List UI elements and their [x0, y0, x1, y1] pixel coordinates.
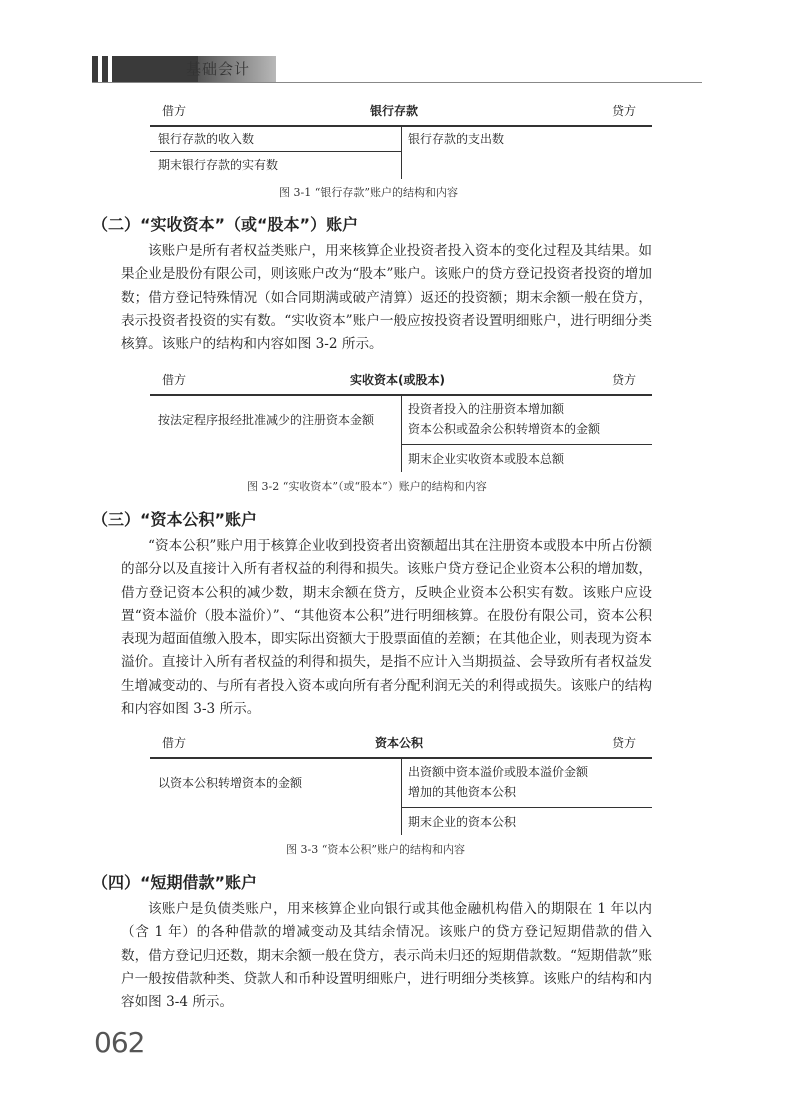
credit-label: 贷方: [612, 736, 637, 750]
section-heading: （三）“资本公积”账户: [92, 510, 258, 529]
credit-ending-balance: 期末企业实收资本或股本总额: [408, 452, 565, 466]
debit-entry: 按法定程序报经批准减少的注册资本金额: [158, 413, 375, 427]
credit-entry: 投资者投入的注册资本增加额: [408, 402, 565, 416]
header-bar: [102, 56, 108, 82]
t-account-divider: [401, 395, 402, 472]
figure-caption: 图 3-1 “银行存款”账户的结构和内容: [279, 186, 458, 199]
running-header: [92, 56, 702, 82]
credit-label: 贷方: [612, 373, 637, 387]
page-number: 062: [94, 1026, 145, 1059]
credit-entry: 资本公积或盈余公积转增资本的金额: [408, 422, 601, 436]
body-paragraph: “资本公积”账户用于核算企业收到投资者出资额超出其在注册资本或股本中所占份额的部分以及直接计入所有者权益的利得和损失。该账户贷方登记企业资本公积的增加数，借方登记资本公积的减少数，期末余额在贷方，反映企业资本公积实有数。该账户应设置“资本溢价（股本溢价）”、“其他资本公积”进行明细核算。在股份有限公司，资本公积表现为超面值缴入股本，即实际出资额大于股票面值的差额；在其他企业，则表现为资本溢价。直接计入所有者权益的利得和损失，是指不应计入当期损益、会导致所有者权益发生增减变动的、与所有者投入资本或向所有者分配利润无关的利得或损失。该账户的结构和内容如图 3-3 所示。: [121, 538, 652, 718]
account-title: 银行存款: [370, 104, 419, 118]
row-separator: [401, 444, 652, 445]
row-separator: [150, 151, 401, 152]
body-paragraph: 该账户是负债类账户，用来核算企业向银行或其他金融机构借入的期限在 1 年以内（含 1 年）的各种借款的增减变动及其结余情况。该账户的贷方登记短期借款的借入数，借方登记归还数，期末余额一般在贷方，表示尚未归还的短期借款数。“短期借款”账户一般按借款种类、贷款人和币种设置明细账户，进行明细分类核算。该账户的结构和内容如图 3-4 所示。: [121, 901, 652, 1011]
section-heading: （四）“短期借款”账户: [92, 873, 258, 892]
account-title: 实收资本(或股本): [350, 373, 445, 387]
figure-caption: 图 3-2 “实收资本”（或“股本”）账户的结构和内容: [247, 480, 487, 493]
t-account-capital-reserve: [150, 735, 652, 837]
debit-label: 借方: [162, 104, 187, 118]
t-account-paid-in-capital: [150, 372, 652, 474]
t-account-divider: [401, 758, 402, 835]
credit-entry: 增加的其他资本公积: [408, 785, 517, 799]
debit-entry: 以资本公积转增资本的金额: [158, 776, 303, 790]
t-account-divider: [401, 126, 402, 179]
header-rule: [92, 82, 702, 83]
debit-label: 借方: [162, 373, 187, 387]
section-heading: （二）“实收资本”（或“股本”）账户: [92, 215, 359, 234]
credit-ending-balance: 期末企业的资本公积: [408, 815, 517, 829]
credit-entry: 出资额中资本溢价或股本溢价金额: [408, 765, 589, 779]
credit-entry: 银行存款的支出数: [408, 132, 505, 146]
debit-entry: 银行存款的收入数: [158, 132, 255, 146]
account-title: 资本公积: [375, 736, 424, 750]
credit-label: 贷方: [612, 104, 637, 118]
header-bar: [92, 56, 98, 82]
header-title: 基础会计: [186, 60, 251, 78]
row-separator: [401, 807, 652, 808]
figure-caption: 图 3-3 “资本公积”账户的结构和内容: [286, 843, 465, 856]
t-account-bank-deposit: [150, 103, 652, 183]
body-paragraph: 该账户是所有者权益类账户，用来核算企业投资者投入资本的变化过程及其结果。如果企业是股份有限公司，则该账户改为“股本”账户。该账户的贷方登记投资者投资的增加数；借方登记特殊情况（如合同期满或破产清算）返还的投资额；期末余额一般在贷方，表示投资者投资的实有数。“实收资本”账户一般应按投资者设置明细账户，进行明细分类核算。该账户的结构和内容如图 3-2 所示。: [121, 243, 652, 353]
debit-entry: 期末银行存款的实有数: [158, 158, 279, 172]
debit-label: 借方: [162, 736, 187, 750]
